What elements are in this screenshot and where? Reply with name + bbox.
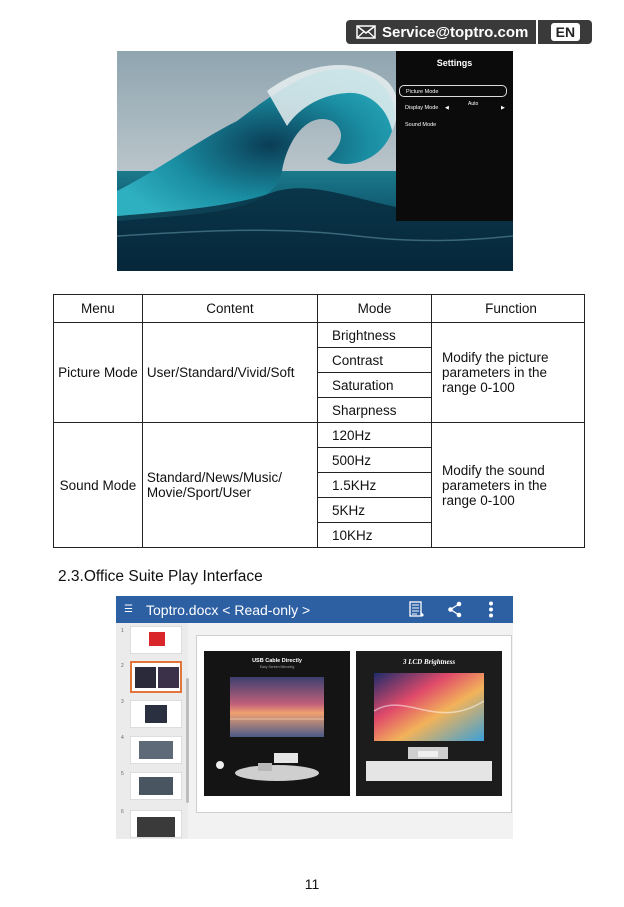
mode-cell: Brightness — [318, 323, 432, 348]
mode-cell: Sharpness — [318, 398, 432, 423]
language-badge — [538, 20, 592, 44]
mode-cell: 500Hz — [318, 448, 432, 473]
settings-item-label: Display Mode — [405, 105, 439, 111]
mode-cell: Saturation — [318, 373, 432, 398]
thumbnail-number: 3 — [121, 699, 124, 705]
picture-mode-function: Modify the picture parameters in the range 0-100 — [431, 323, 584, 423]
document-page — [196, 635, 512, 813]
document-outline-icon[interactable] — [409, 601, 425, 618]
picture-mode-menu: Picture Mode — [54, 323, 143, 423]
settings-item-label: Sound Mode — [405, 122, 437, 128]
slide-caption: USB Cable Directly — [252, 658, 302, 664]
header-function: Function — [431, 295, 584, 323]
page-thumbnail-selected[interactable] — [130, 661, 182, 693]
thumbnail-number: 4 — [121, 735, 124, 741]
header-mode: Mode — [318, 295, 432, 323]
right-arrow-icon[interactable]: ▶ — [501, 105, 505, 111]
page-thumbnail[interactable] — [130, 772, 182, 800]
mode-cell: 1.5KHz — [318, 473, 432, 498]
thumbnail-number: 2 — [121, 663, 124, 669]
thumbnail-scrollbar[interactable] — [186, 678, 189, 803]
picture-mode-content: User/Standard/Vivid/Soft — [142, 323, 317, 423]
table-row — [54, 423, 585, 448]
contact-header — [346, 20, 592, 44]
mode-cell: 10KHz — [318, 523, 432, 548]
table-row — [54, 323, 585, 348]
section-heading: 2.3.Office Suite Play Interface — [58, 568, 263, 585]
thumbnail-number: 5 — [121, 771, 124, 777]
projector-abstract-image — [356, 651, 502, 796]
settings-item-display-mode[interactable] — [399, 102, 507, 114]
slide-usb-cable — [204, 651, 350, 796]
sound-mode-menu: Sound Mode — [54, 423, 143, 548]
page-number: 11 — [304, 876, 320, 892]
page-thumbnail[interactable] — [130, 736, 182, 764]
more-options-icon[interactable] — [488, 601, 494, 618]
projector-sunset-image — [204, 651, 350, 796]
header-menu: Menu — [54, 295, 143, 323]
mode-cell: 120Hz — [318, 423, 432, 448]
thumbnail-number: 1 — [121, 628, 124, 634]
thumbnail-number: 6 — [121, 809, 124, 815]
slide-subcaption: Easy Screen Mirroring — [259, 665, 295, 669]
settings-spec-table — [53, 294, 585, 548]
mode-cell: Contrast — [318, 348, 432, 373]
sound-mode-function: Modify the sound parameters in the range 0-100 — [431, 423, 584, 548]
envelope-icon — [356, 25, 376, 39]
page-thumbnail[interactable] — [130, 810, 182, 838]
settings-panel — [396, 51, 513, 221]
share-icon[interactable] — [447, 601, 463, 618]
page-thumbnail-panel — [116, 623, 188, 839]
office-app-bar — [116, 596, 513, 623]
settings-screenshot — [117, 51, 513, 271]
settings-item-label: Picture Mode — [406, 89, 439, 95]
mode-cell: 5KHz — [318, 498, 432, 523]
office-suite-screenshot — [116, 596, 513, 839]
header-content: Content — [142, 295, 317, 323]
left-arrow-icon[interactable]: ◀ — [445, 105, 449, 111]
language-code: EN — [551, 23, 580, 41]
settings-item-sound-mode[interactable] — [399, 119, 507, 131]
page-thumbnail[interactable] — [130, 626, 182, 654]
settings-title: Settings — [436, 58, 473, 68]
slide-caption: 3 LCD Brightness — [402, 658, 456, 666]
page-thumbnail[interactable] — [130, 700, 182, 728]
service-email-badge — [346, 20, 536, 44]
display-mode-value: Auto — [468, 101, 479, 107]
sound-mode-content: Standard/News/Music/ Movie/Sport/User — [142, 423, 317, 548]
hamburger-menu-icon[interactable]: ☰ — [124, 604, 133, 615]
table-header-row — [54, 295, 585, 323]
document-title: Toptro.docx < Read-only > — [146, 601, 311, 618]
settings-item-picture-mode[interactable] — [399, 85, 507, 97]
service-email: Service@toptro.com — [382, 23, 529, 41]
slide-3lcd — [356, 651, 502, 796]
